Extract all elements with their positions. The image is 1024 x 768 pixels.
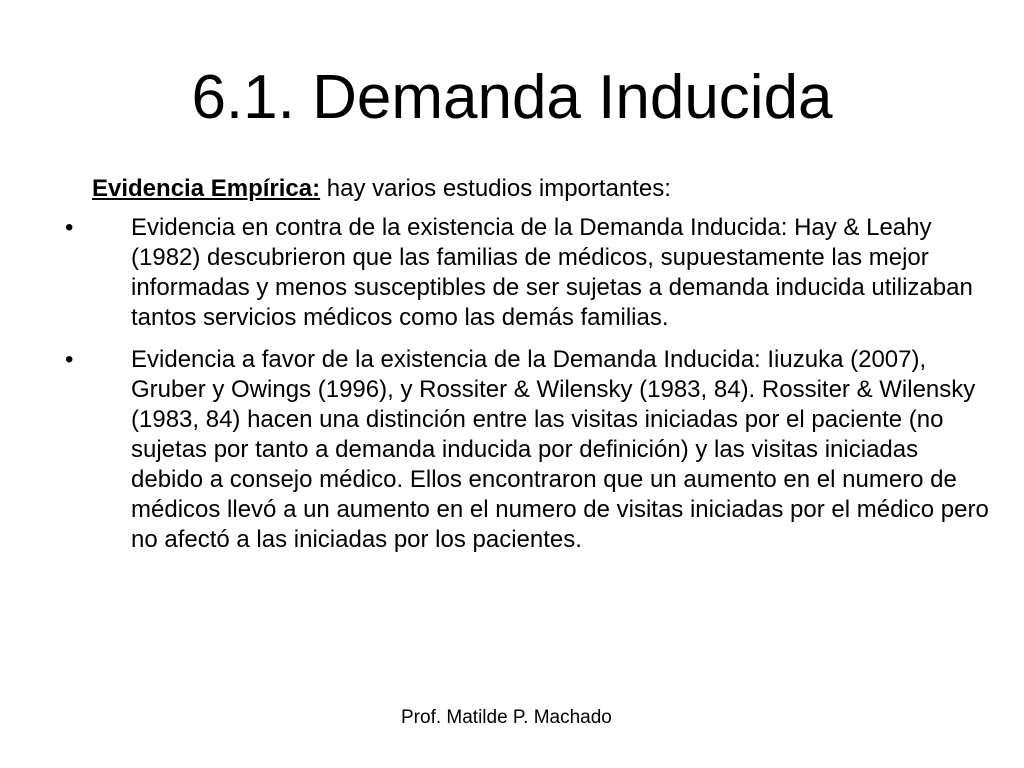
- bullet-icon: •: [65, 346, 74, 373]
- slide-content: [65, 174, 992, 567]
- intro-paragraph: [92, 174, 992, 204]
- intro-lead: Evidencia Empírica:: [92, 175, 321, 202]
- intro-text: hay varios estudios importantes:: [320, 175, 671, 202]
- footer-author: Prof. Matilde P. Machado: [401, 707, 612, 728]
- slide-title: 6.1. Demanda Inducida: [191, 63, 833, 132]
- bullet-item-against: [65, 213, 992, 333]
- bullet-item-for: [65, 345, 992, 555]
- bullet-icon: •: [65, 214, 74, 241]
- bullet-text: Evidencia en contra de la existencia de la Demanda Inducida: Hay & Leahy (1982) descubrieron que las familias de médicos, supuestamente las mejor informadas y menos susceptibles de ser sujetas a demanda inducida utilizaban tantos servicios médicos como las demás familias.: [131, 214, 973, 331]
- bullet-text: Evidencia a favor de la existencia de la Demanda Inducida: Iiuzuka (2007), Gruber y Owings (1996), y Rossiter & Wilensky (1983, 84). Rossiter & Wilensky (1983, 84) hacen una distinción entre las visitas iniciadas por el paciente (no sujetas por tanto a demanda inducida por definición) y las visitas iniciadas debido a consejo médico. Ellos encontraron que un aumento en el numero de médicos llevó a un aumento en el numero de visitas iniciadas por el médico pero no afectó a las iniciadas por los pacientes.: [131, 346, 989, 553]
- bullet-list: [65, 213, 992, 555]
